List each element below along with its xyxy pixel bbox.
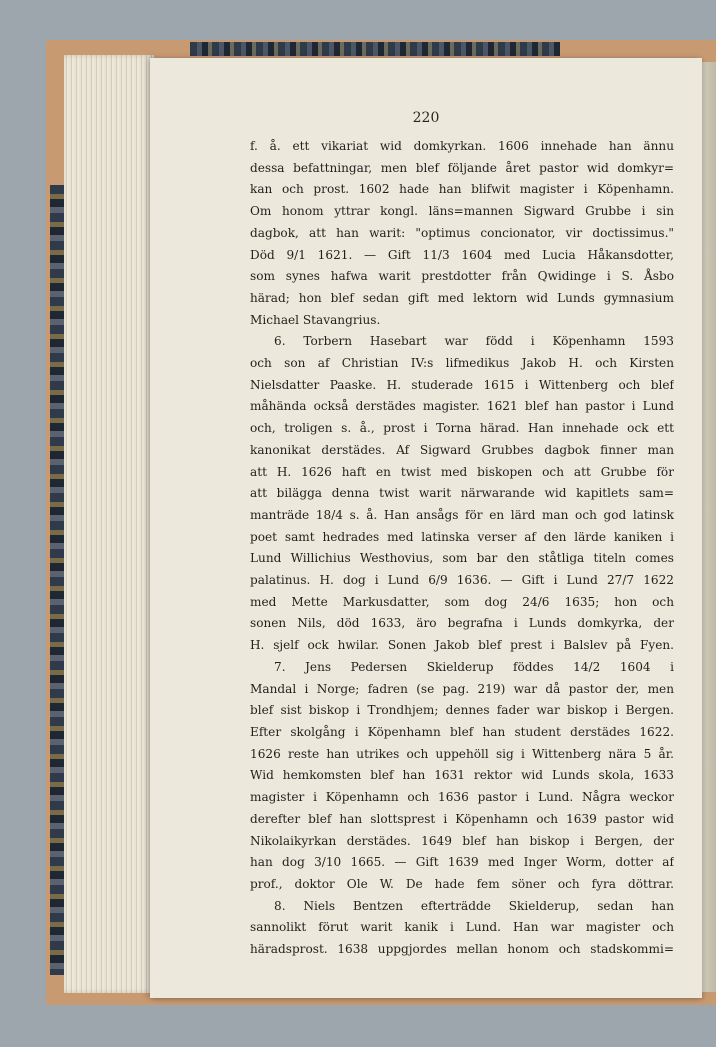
text-line: och son af Christian IV:s lifmedikus Jakob H. och Kirsten bbox=[250, 356, 674, 371]
text-line: som synes hafwa warit prestdotter från Qwidinge i S. Åsbo bbox=[250, 269, 674, 284]
text-line: 1626 reste han utrikes och uppehöll sig i Wittenberg nära 5 år. bbox=[250, 746, 674, 761]
text-line: 6. Torbern Hasebart war född i Köpenhamn 1593 bbox=[274, 334, 674, 349]
page-text bbox=[250, 136, 674, 961]
page-number: 220 bbox=[412, 110, 440, 126]
text-line: 8. Niels Bentzen efterträdde Skielderup, sedan han bbox=[274, 898, 674, 913]
text-line: poet samt hedrades med latinska verser af den lärde kaniken i bbox=[250, 529, 674, 544]
text-line: Nikolaikyrkan derstädes. 1649 blef han biskop i Bergen, der bbox=[250, 833, 674, 848]
text-line: derefter blef han slottsprest i Köpenhamn och 1639 pastor wid bbox=[250, 811, 674, 826]
text-line: Michael Stavangrius. bbox=[250, 312, 381, 327]
text-line: med Mette Markusdatter, som dog 24/6 1635; hon och bbox=[250, 594, 674, 609]
text-line: att H. 1626 haft en twist med biskopen och att Grubbe för bbox=[250, 464, 674, 479]
text-line: han dog 3/10 1665. — Gift 1639 med Inger Worm, dotter af bbox=[250, 855, 674, 870]
text-line: Om honom yttrar kongl. läns=mannen Sigward Grubbe i sin bbox=[250, 204, 674, 219]
text-line: prof., doktor Ole W. De hade fem söner och fyra döttrar. bbox=[250, 876, 674, 891]
text-line: sonen Nils, död 1633, äro begrafna i Lunds domkyrka, der bbox=[250, 616, 674, 631]
text-line: sannolikt förut warit kanik i Lund. Han war magister och bbox=[250, 920, 674, 935]
marbled-endpaper-top bbox=[190, 42, 560, 56]
text-line: Mandal i Norge; fadren (se pag. 219) war då pastor der, men bbox=[250, 681, 674, 696]
text-line: härad; hon blef sedan gift med lektorn wid Lunds gymnasium bbox=[250, 290, 674, 305]
text-line: Efter skolgång i Köpenhamn blef han student derstädes 1622. bbox=[250, 724, 674, 739]
page-stack bbox=[64, 55, 154, 993]
text-line: f. å. ett vikariat wid domkyrkan. 1606 innehade han ännu bbox=[250, 139, 674, 153]
text-line: häradsprost. 1638 uppgjordes mellan honom och stadskommi= bbox=[250, 942, 674, 957]
page-edge-right bbox=[700, 62, 716, 992]
text-line: magister i Köpenhamn och 1636 pastor i Lund. Några weckor bbox=[250, 790, 674, 805]
text-line: palatinus. H. dog i Lund 6/9 1636. — Gift i Lund 27/7 1622 bbox=[250, 573, 674, 588]
text-line: måhända också derstädes magister. 1621 blef han pastor i Lund bbox=[250, 399, 674, 414]
book-page bbox=[150, 58, 702, 998]
text-line: att bilägga denna twist warit närwarande wid kapitlets sam= bbox=[250, 486, 674, 501]
text-line: dagbok, att han warit: "optimus concionator, vir doctissimus." bbox=[250, 225, 674, 240]
text-line: Wid hemkomsten blef han 1631 rektor wid Lunds skola, 1633 bbox=[250, 768, 674, 783]
text-line: Död 9/1 1621. — Gift 11/3 1604 med Lucia Håkansdotter, bbox=[250, 247, 674, 262]
text-line: manträde 18/4 s. å. Han ansågs för en lärd man och god latinsk bbox=[250, 507, 674, 522]
text-line: och, troligen s. å., prost i Torna härad. Han innehade ock ett bbox=[250, 421, 674, 436]
text-line: Nielsdatter Paaske. H. studerade 1615 i Wittenberg och blef bbox=[250, 377, 674, 392]
text-line: kanonikat derstädes. Af Sigward Grubbes dagbok finner man bbox=[250, 442, 674, 457]
text-line: 7. Jens Pedersen Skielderup föddes 14/2 1604 i bbox=[274, 659, 674, 674]
text-line: dessa befattningar, men blef följande året pastor wid domkyr= bbox=[250, 160, 674, 175]
text-line: blef sist biskop i Trondhjem; dennes fader war biskop i Bergen. bbox=[250, 703, 674, 718]
text-line: kan och prost. 1602 hade han blifwit magister i Köpenhamn. bbox=[250, 182, 674, 197]
text-line: Lund Willichius Westhovius, som bar den ståtliga titeln comes bbox=[250, 551, 674, 566]
text-line: H. sjelf ock hwilar. Sonen Jakob blef prest i Balslev på Fyen. bbox=[250, 638, 674, 653]
